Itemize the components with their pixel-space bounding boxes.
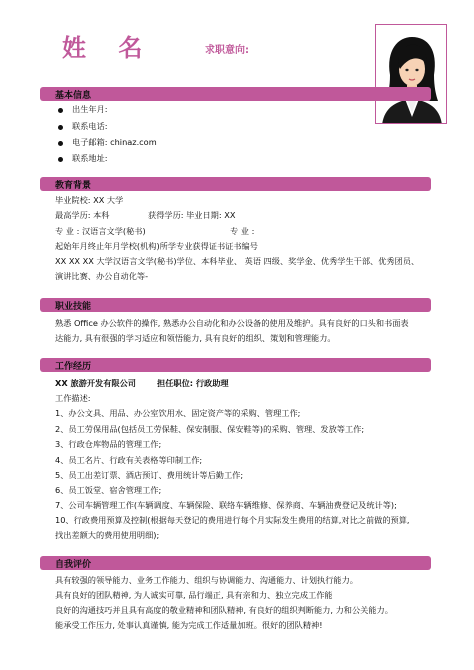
edu-major-1: 专 业 : 汉语言文学(秘书): [55, 226, 146, 236]
self-line: 良好的沟通技巧并且具有高度的敬业精神和团队精神, 有良好的组织判断能力, 力和公关能力。: [55, 605, 393, 615]
section-header-education: [40, 177, 431, 191]
basic-phone: 联系电话:: [72, 121, 108, 131]
section-header-self: [40, 556, 431, 570]
work-desc-label: 工作描述:: [55, 393, 91, 403]
section-title-skills: 职业技能: [55, 302, 92, 312]
section-header-work: [40, 358, 431, 372]
skills-line-2: 达能力, 具有很强的学习适应和领悟能力, 具有良好的组织、策划和管理能力。: [55, 333, 336, 343]
section-header-basic: [40, 87, 431, 101]
work-item: 2、员工劳保用品(包括员工劳保鞋、保安制服、保安鞋等)的采购、管理、发放等工作;: [55, 424, 365, 434]
section-header-skills: [40, 298, 431, 312]
job-intent-label: 求职意向:: [205, 45, 249, 56]
bullet-dot-icon: [58, 125, 63, 130]
work-company: XX 旅游开发有限公司: [55, 378, 136, 388]
avatar-woman-icon: [376, 25, 447, 124]
work-position: 担任职位: 行政助理: [157, 378, 229, 388]
work-item: 4、员工名片、行政有关表格等印制工作;: [55, 455, 203, 465]
section-title-work: 工作经历: [55, 362, 92, 372]
edu-school: 毕业院校: XX 大学: [55, 195, 124, 205]
edu-line-2: XX XX XX 大学汉语言文学(秘书)学位、本科毕业、 英语 四级、奖学金、优秀学生干部、优秀团员、: [55, 256, 420, 266]
edu-line-3: 演讲比赛、办公自动化等-: [55, 271, 149, 281]
self-line: 能承受工作压力, 处事认真谨慎, 能为完成工作适量加班。很好的团队精神!: [55, 620, 323, 630]
basic-email: 电子邮箱: chinaz.com: [72, 137, 157, 147]
profile-photo: [375, 24, 447, 124]
resume-name: 姓 名: [62, 34, 155, 62]
bullet-dot-icon: [58, 141, 63, 146]
self-line: 具有良好的团队精神, 为人诚实可靠, 品行端正, 具有亲和力、独立完成工作能: [55, 590, 333, 600]
work-item: 7、公司车辆管理工作(车辆调度、车辆保险、联络车辆维修、保养商、车辆油费登记及统计等);: [55, 500, 397, 510]
section-title-self: 自我评价: [55, 560, 92, 570]
edu-line-1: 起始年月终止年月学校(机构)所学专业获得证书证书编号: [55, 241, 258, 251]
work-item: 找出差额大的费用使用明细);: [55, 530, 160, 540]
work-item: 1、办公文具、用品、办公室饮用水、固定资产等的采购、管理工作;: [55, 408, 301, 418]
basic-birth: 出生年月:: [72, 104, 108, 114]
edu-major-2: 专 业 :: [230, 226, 255, 236]
work-item: 10、行政费用预算及控制(根据每天登记的费用进行每个月实际发生费用的结算,对比之前做的预算,: [55, 515, 410, 525]
work-item: 3、行政仓库物品的管理工作;: [55, 439, 162, 449]
work-item: 5、员工出差订票、酒店预订、费用统计等后勤工作;: [55, 470, 244, 480]
edu-degree-obtained: 获得学历: 毕业日期: XX: [148, 210, 236, 220]
work-item: 6、员工饭堂、宿舍管理工作;: [55, 485, 162, 495]
section-title-basic: 基本信息: [55, 91, 92, 101]
edu-degree: 最高学历: 本科: [55, 210, 110, 220]
basic-address: 联系地址:: [72, 153, 108, 163]
self-line: 具有较强的领导能力、业务工作能力、组织与协调能力、沟通能力、计划执行能力。: [55, 575, 358, 585]
skills-line-1: 熟悉 Office 办公软件的操作, 熟悉办公自动化和办公设备的使用及维护。具有良好的口头和书面表: [55, 318, 409, 328]
bullet-dot-icon: [58, 108, 63, 113]
section-title-education: 教育背景: [55, 181, 92, 191]
bullet-dot-icon: [58, 157, 63, 162]
